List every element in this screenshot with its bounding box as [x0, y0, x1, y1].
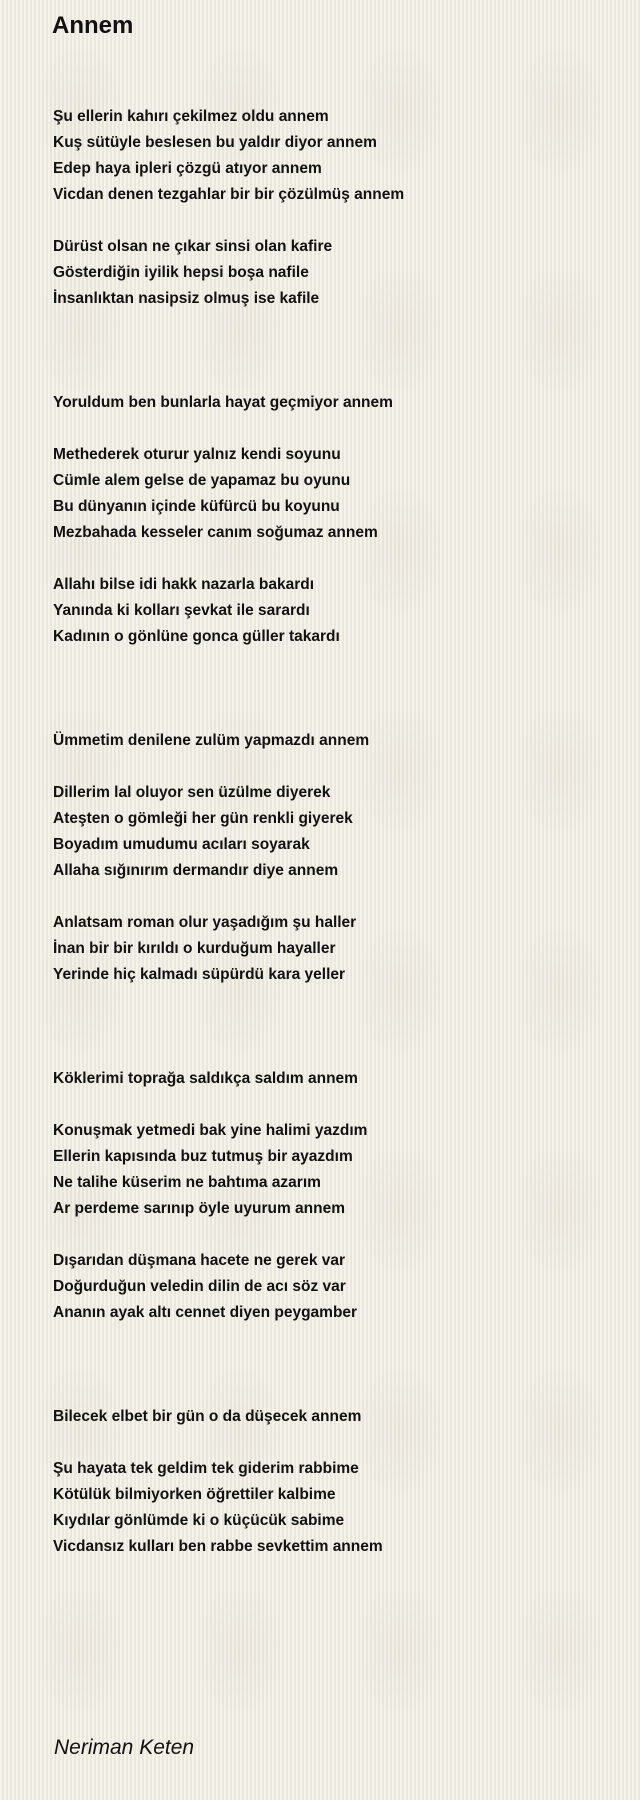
stanza-gap: [53, 754, 613, 780]
poem-line: İnan bir bir kırıldı o kurduğum hayaller: [53, 940, 336, 957]
poem-line: Yanında ki kolları şevkat ile sarardı: [53, 602, 310, 619]
poem-line: Yerinde hiç kalmadı süpürdü kara yeller: [53, 966, 346, 983]
poem-line: Boyadım umudumu acıları soyarak: [53, 836, 310, 853]
stanza-gap: [53, 416, 613, 442]
poem-line: Ümmetim denilene zulüm yapmazdı annem: [53, 732, 370, 749]
poem-line: Ananın ayak altı cennet diyen peygamber: [53, 1304, 358, 1321]
poem-line: Allaha sığınırım dermandır diye annem: [53, 862, 339, 879]
poem-author: Neriman Keten: [54, 1736, 195, 1759]
poem-line: Mezbahada kesseler canım soğumaz annem: [53, 524, 378, 541]
poem-line: Anlatsam roman olur yaşadığım şu haller: [53, 914, 357, 931]
poem-line: Ateşten o gömleği her gün renkli giyerek: [53, 810, 353, 827]
section-gap: [53, 312, 613, 390]
poem-title: Annem: [52, 12, 134, 39]
poem-line: Gösterdiğin iyilik hepsi boşa nafile: [53, 264, 309, 281]
poem-line: Bilecek elbet bir gün o da düşecek annem: [53, 1408, 362, 1425]
poem-line: Kadının o gönlüne gonca güller takardı: [53, 628, 340, 645]
stanza-gap: [53, 1222, 613, 1248]
stanza-gap: [53, 884, 613, 910]
section-gap: [53, 988, 613, 1066]
poem-line: Allahı bilse idi hakk nazarla bakardı: [53, 576, 315, 593]
poem-line: Dürüst olsan ne çıkar sinsi olan kafire: [53, 238, 333, 255]
poem-line: Dillerim lal oluyor sen üzülme diyerek: [53, 784, 331, 801]
poem-line: Methederek oturur yalnız kendi soyunu: [53, 446, 341, 463]
stanza-gap: [53, 208, 613, 234]
poem-line: Ar perdeme sarınıp öyle uyurum annem: [53, 1200, 346, 1217]
poem-line: Vicdan denen tezgahlar bir bir çözülmüş annem: [53, 186, 405, 203]
poem-line: Cümle alem gelse de yapamaz bu oyunu: [53, 472, 351, 489]
poem-line: Kötülük bilmiyorken öğrettiler kalbime: [53, 1486, 336, 1503]
poem-line: İnsanlıktan nasipsiz olmuş ise kafile: [53, 290, 320, 307]
poem-body: [53, 104, 613, 1560]
section-gap: [53, 1326, 613, 1404]
stanza-gap: [53, 1092, 613, 1118]
poem-line: Ellerin kapısında buz tutmuş bir ayazdım: [53, 1148, 353, 1165]
stanza-gap: [53, 546, 613, 572]
stanza-gap: [53, 1430, 613, 1456]
poem-line: Dışarıdan düşmana hacete ne gerek var: [53, 1252, 346, 1269]
poem-line: Kuş sütüyle beslesen bu yaldır diyor annem: [53, 134, 377, 151]
poem-line: Doğurduğun veledin dilin de acı söz var: [53, 1278, 346, 1295]
poem-line: Köklerimi toprağa saldıkça saldım annem: [53, 1070, 358, 1087]
poem-line: Edep haya ipleri çözgü atıyor annem: [53, 160, 322, 177]
poem-line: Konuşmak yetmedi bak yine halimi yazdım: [53, 1122, 368, 1139]
section-gap: [53, 650, 613, 728]
poem-line: Şu ellerin kahırı çekilmez oldu annem: [53, 108, 329, 125]
poem-line: Ne talihe küserim ne bahtıma azarım: [53, 1174, 321, 1191]
poem-line: Yoruldum ben bunlarla hayat geçmiyor annem: [53, 394, 393, 411]
poem-line: Vicdansız kulları ben rabbe sevkettim annem: [53, 1538, 383, 1555]
poem-line: Şu hayata tek geldim tek giderim rabbime: [53, 1460, 359, 1477]
poem-line: Bu dünyanın içinde küfürcü bu koyunu: [53, 498, 340, 515]
poem-line: Kıydılar gönlümde ki o küçücük sabime: [53, 1512, 345, 1529]
